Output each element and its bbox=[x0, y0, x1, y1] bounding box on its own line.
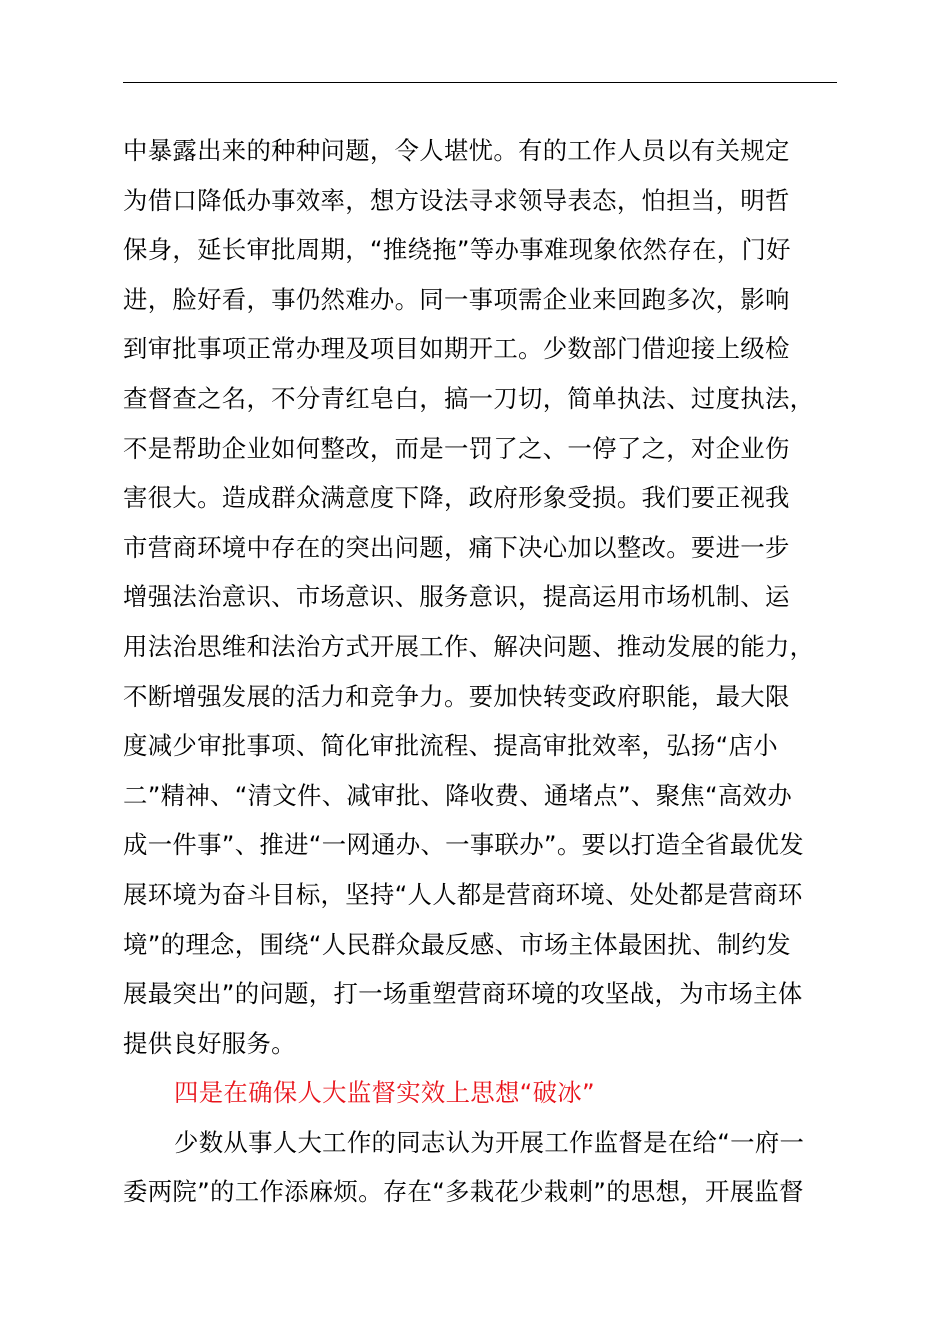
text-line: 为借口降低办事效率，想方设法寻求领导表态，怕担当，明哲 bbox=[123, 185, 790, 215]
text-line: 市营商环境中存在的突出问题，痛下决心加以整改。要进一步 bbox=[123, 532, 790, 562]
heading-text: 四是在确保人大监督实效上思想“破冰” bbox=[174, 1078, 595, 1108]
text-line: 进，脸好看，事仍然难办。同一事项需企业来回跑多次，影响 bbox=[123, 284, 790, 314]
document-body bbox=[123, 126, 837, 1217]
text-line: 增强法治意识、市场意识、服务意识，提高运用市场机制、运 bbox=[123, 582, 790, 612]
text-line: 保身，延长审批周期，“推绕拖”等办事难现象依然存在，门好 bbox=[123, 235, 791, 265]
header-rule bbox=[123, 82, 837, 83]
text-line: 成一件事”、推进“一网通办、一事联办”。要以打造全省最优发 bbox=[123, 830, 804, 860]
section-heading bbox=[123, 1068, 837, 1118]
text-line: 少数从事人大工作的同志认为开展工作监督是在给“一府一 bbox=[174, 1127, 805, 1157]
text-line: 展最突出”的问题，打一场重塑营商环境的攻坚战，为市场主体 bbox=[123, 979, 803, 1009]
text-line: 到审批事项正常办理及项目如期开工。少数部门借迎接上级检 bbox=[123, 334, 790, 364]
text-line: 委两院”的工作添麻烦。存在“多栽花少栽刺”的思想，开展监督 bbox=[123, 1177, 804, 1207]
text-line: 二”精神、“清文件、减审批、降收费、通堵点”、聚焦“高效办 bbox=[123, 780, 793, 810]
text-line: 不是帮助企业如何整改，而是一罚了之、一停了之，对企业伤 bbox=[123, 433, 790, 463]
paragraph-2 bbox=[123, 1118, 837, 1217]
text-line: 中暴露出来的种种问题，令人堪忧。有的工作人员以有关规定 bbox=[123, 136, 790, 165]
text-line: 用法治思维和法治方式开展工作、解决问题、推动发展的能力， bbox=[123, 631, 815, 661]
text-line: 提供良好服务。 bbox=[123, 1028, 296, 1058]
text-line: 查督查之名，不分青红皂白，搞一刀切，简单执法、过度执法， bbox=[123, 383, 815, 413]
text-line: 展环境为奋斗目标，坚持“人人都是营商环境、处处都是营商环 bbox=[123, 879, 803, 909]
text-line: 境”的理念，围绕“人民群众最反感、市场主体最困扰、制约发 bbox=[123, 929, 791, 959]
text-line: 不断增强发展的活力和竞争力。要加快转变政府职能，最大限 bbox=[123, 681, 790, 711]
text-line: 度减少审批事项、简化审批流程、提高审批效率，弘扬“店小 bbox=[123, 731, 778, 761]
text-line: 害很大。造成群众满意度下降，政府形象受损。我们要正视我 bbox=[123, 483, 790, 513]
paragraph-1 bbox=[123, 126, 837, 1068]
